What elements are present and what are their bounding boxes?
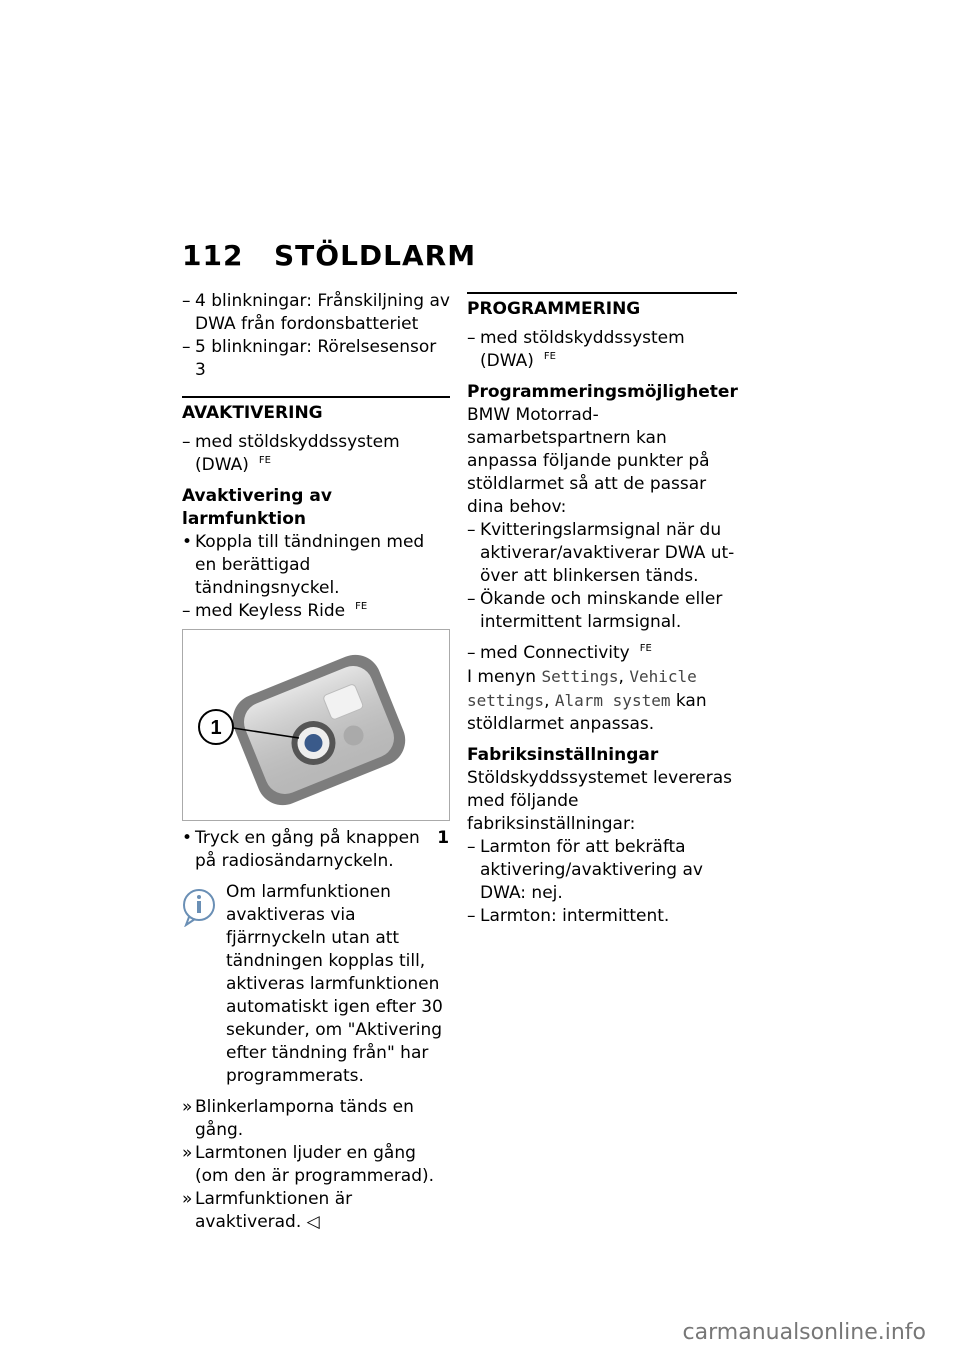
menu-path-settings: Settings (541, 667, 619, 686)
list-item: – 4 blinkningar: Frånskiljning av DWA från fordonsbatteriet (182, 291, 450, 334)
page-header (182, 239, 477, 272)
note-text: Om larmfunktionen avaktiveras via fjärrnyckeln utan att tändningen kopplas till, aktiveras larmfunktionen automatiskt igen efter 30 sekunder, om "Aktivering efter tändning från" har programmerats. (226, 882, 443, 1086)
sub-title: Programmeringsmöjligheter (467, 382, 738, 402)
section-title-avaktivering: AVAKTIVERING (182, 396, 450, 425)
info-icon (182, 887, 216, 927)
right-column (467, 290, 737, 928)
key-fob-illustration (183, 630, 450, 820)
list-item: – Larmton: intermittent. (467, 906, 670, 926)
section-title-programmering: PROGRAMMERING (467, 292, 737, 321)
sub-title: Fabriksinställningar (467, 745, 659, 765)
list-item: – Ökande och minskande eller intermittent larmsignal. (467, 589, 723, 632)
result-item: » Larmtonen ljuder en gång (om den är programmerad). (182, 1143, 435, 1186)
condition-item: – med Keyless Ride $^{FE}$ (182, 601, 368, 621)
condition-item: – med stöldskyddssystem (DWA) $^{FE}$ (182, 432, 400, 475)
callout-number: 1 (210, 717, 222, 739)
chapter-title: STÖLDLARM (274, 239, 477, 272)
watermark: carmanualsonline.info (682, 1320, 926, 1345)
result-item: » Blinkerlamporna tänds en gång. (182, 1097, 414, 1140)
list-item: – Larmton för att bekräfta aktivering/avaktivering av DWA: nej. (467, 837, 703, 903)
key-fob-figure (182, 629, 450, 821)
result-item: » Larmfunktionen är avaktiverad. ◁ (182, 1189, 353, 1232)
page-number: 112 (182, 239, 244, 272)
end-marker-icon: ◁ (301, 1212, 320, 1232)
condition-item: – med stöldskyddssystem (DWA) $^{FE}$ (467, 328, 685, 371)
paragraph: Stöldskyddssystemet levereras med följande fabriksinställningar: (467, 768, 732, 834)
list-item: – 5 blinkningar: Rörelsesensor 3 (182, 337, 437, 380)
sub-title: Avaktivering av larmfunktion (182, 486, 332, 529)
bullet-item: • Tryck en gång på knappen 1 på radiosändarnyckeln. (182, 828, 450, 871)
condition-item: – med Connectivity $^{FE}$ (467, 643, 652, 663)
left-column (182, 290, 450, 1234)
menu-path-vehicle-settings: Vehicle settings (467, 667, 697, 710)
bullet-item: • Koppla till tändningen med en berättigad tändningsnyckel. (182, 532, 425, 598)
menu-paragraph: I menyn Settings, Vehicle settings, Alarm system kan stöldlarmet anpassas. (467, 667, 707, 734)
paragraph: BMW Motorrad-samarbetspartnern kan anpassa följande punkter på stöldlarmet så att de passar dina behov: (467, 405, 710, 517)
list-item: – Kvitteringslarmsignal när du aktiverar/avaktiverar DWA ut-över att blinkersen tänds. (467, 520, 735, 586)
info-note (182, 881, 450, 1088)
menu-path-alarm-system: Alarm system (554, 691, 671, 710)
